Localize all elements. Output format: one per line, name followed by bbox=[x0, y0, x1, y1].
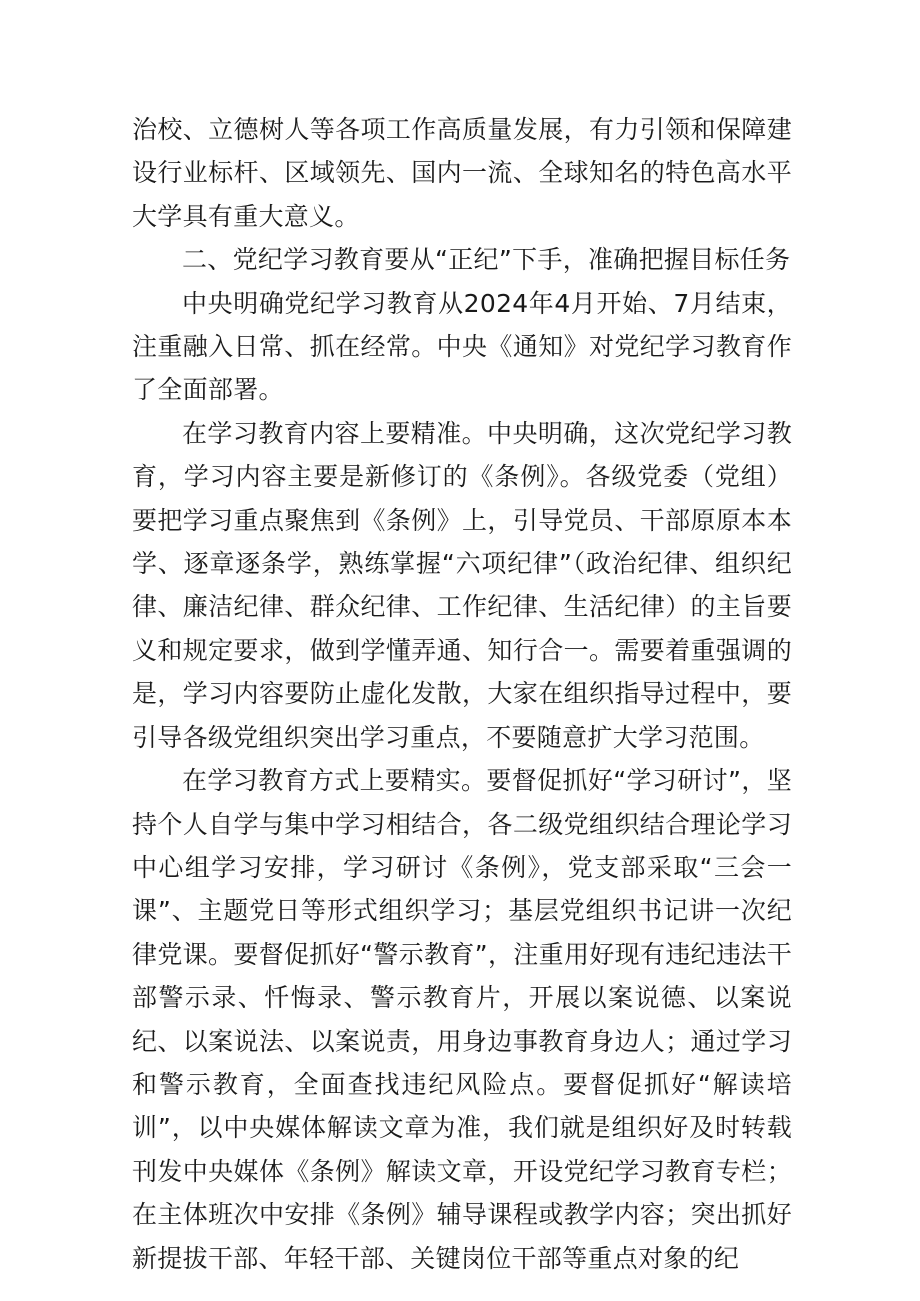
paragraph-method: 在学习教育方式上要精实。要督促抓好“学习研讨”，坚持个人自学与集中学习相结合，各二级党组织结合理论学习中心组学习安排，学习研讨《条例》，党支部采取“三会一课”、主题党日等形式组织学习；基层党组织书记讲一次纪律党课。要督促抓好“警示教育”，注重用好现有违纪违法干部警示录、忏悔录、警示教育片，开展以案说德、以案说纪、以案说法、以案说责，用身边事教育身边人；通过学习和警示教育，全面查找违纪风险点。要督促抓好“解读培训”，以中央媒体解读文章为准，我们就是组织好及时转载刊发中央媒体《条例》解读文章，开设党纪学习教育专栏；在主体班次中安排《条例》辅导课程或教学内容；突出抓好新提拔干部、年轻干部、关键岗位干部等重点对象的纪 bbox=[132, 766, 792, 1273]
paragraph-schedule: 中央明确党纪学习教育从2024年4月开始、7月结束，注重融入日常、抓在经常。中央《通知》对党纪学习教育作了全面部署。 bbox=[132, 288, 792, 405]
section-heading: 二、党纪学习教育要从“正纪”下手，准确把握目标任务 bbox=[182, 245, 791, 275]
paragraph-content: 在学习教育内容上要精准。中央明确，这次党纪学习教育，学习内容主要是新修订的《条例》。各级党委（党组）要把学习重点聚焦到《条例》上，引导党员、干部原原本本学、逐章逐条学，熟练掌握“六项纪律”（政治纪律、组织纪律、廉洁纪律、群众纪律、工作纪律、生活纪律）的主旨要义和规定要求，做到学懂弄通、知行合一。需要着重强调的是，学习内容要防止虚化发散，大家在组织指导过程中，要引导各级党组织突出学习重点，不要随意扩大学习范围。 bbox=[132, 418, 792, 752]
paragraph-continuation: 治校、立德树人等各项工作高质量发展，有力引领和保障建设行业标杆、区域领先、国内一流、全球知名的特色高水平大学具有重大意义。 bbox=[132, 115, 792, 231]
document-body bbox=[132, 108, 792, 1280]
